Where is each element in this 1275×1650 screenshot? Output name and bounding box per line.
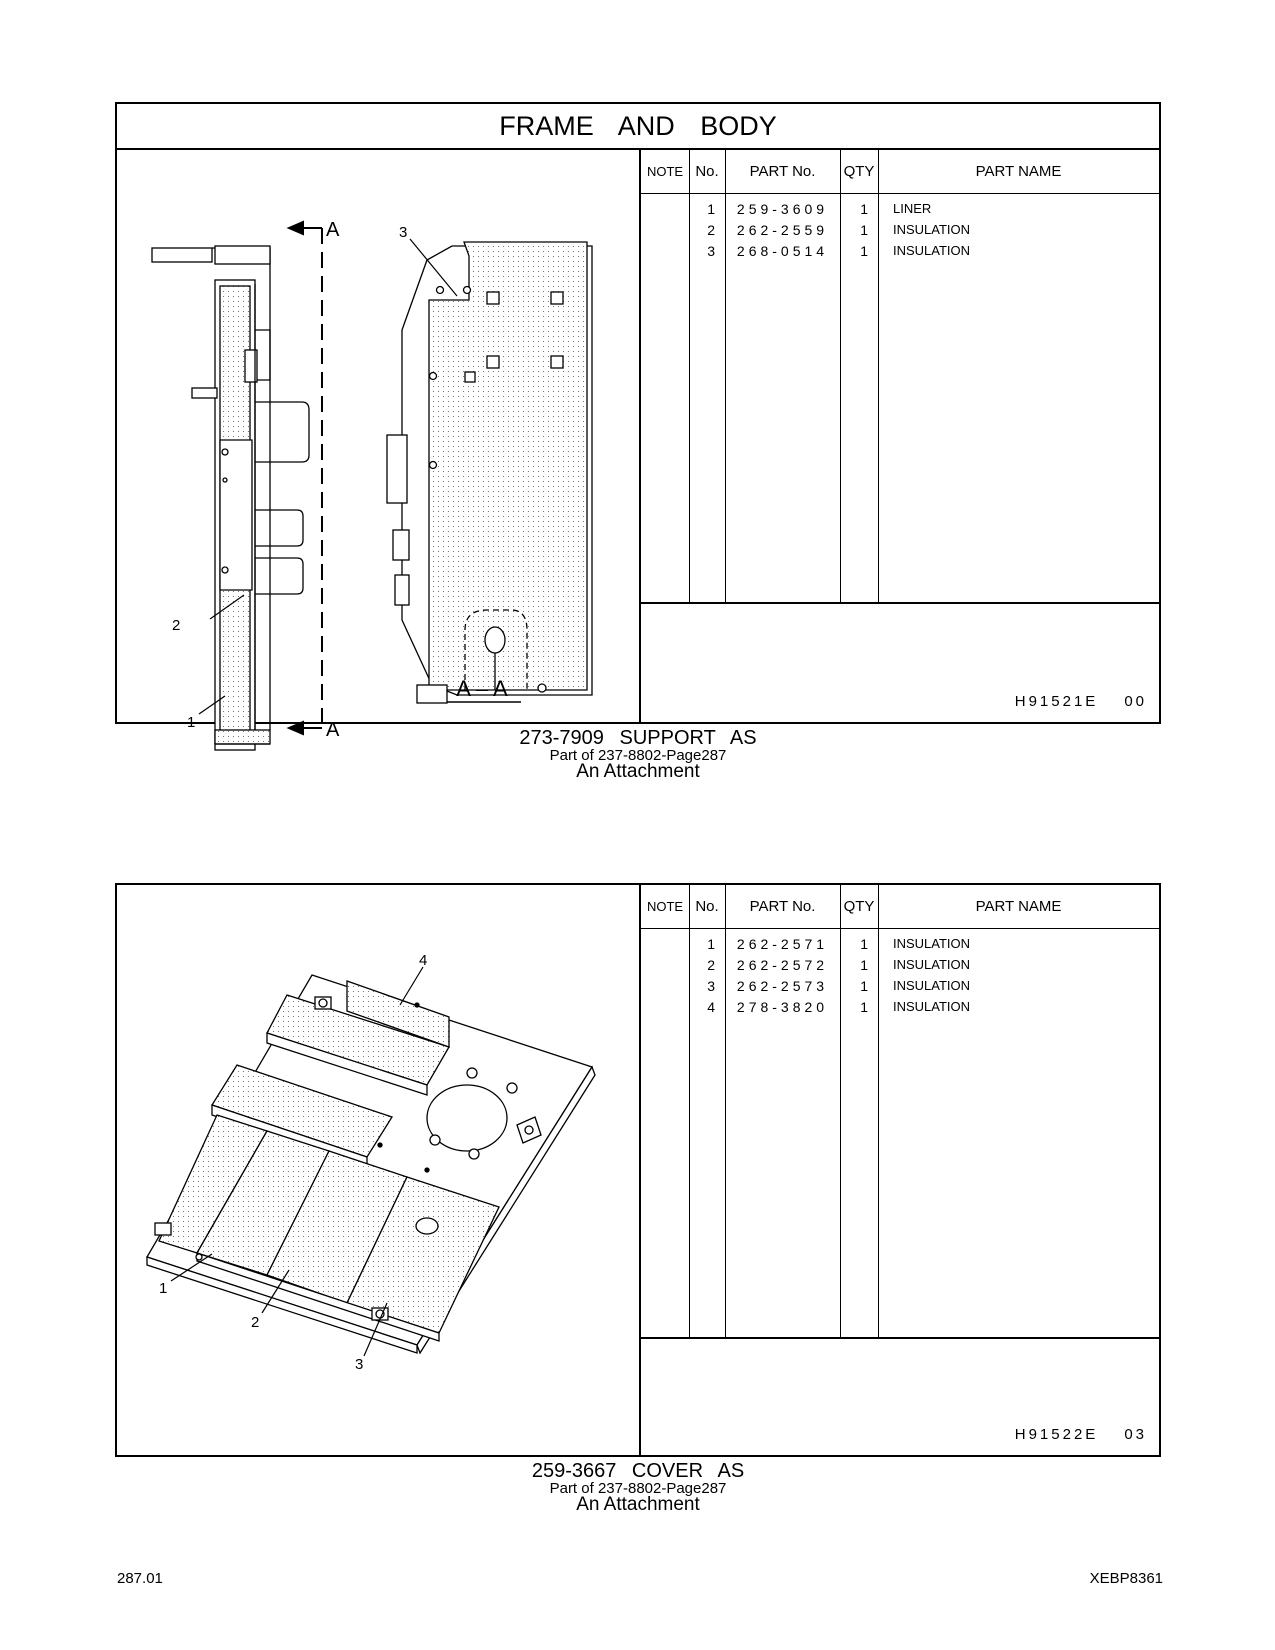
caption-title: 273-7909 SUPPORT AS	[519, 727, 757, 749]
part-name: INSULATION	[893, 978, 971, 993]
parts-table	[641, 150, 1159, 602]
column-header-no: No.	[695, 898, 719, 915]
part-number: 278-3820	[736, 999, 829, 1015]
support-drawing	[117, 150, 639, 741]
column-header-part-name: PART NAME	[975, 898, 1062, 915]
cover-plate	[147, 975, 595, 1353]
callout-3: 3	[355, 1356, 364, 1373]
caption-attachment: An Attachment	[576, 1494, 700, 1515]
parts-panel-cover	[115, 883, 1161, 1457]
item-number: 4	[707, 999, 715, 1015]
caption-attachment: An Attachment	[576, 761, 700, 782]
part-number: 268-0514	[736, 243, 829, 259]
callout-1: 1	[187, 714, 196, 731]
caption-title: 259-3667 COVER AS	[531, 1460, 745, 1482]
quantity: 1	[860, 243, 868, 259]
drawing-code-area	[641, 602, 1159, 604]
table-row	[641, 243, 1159, 264]
callout-3: 3	[399, 224, 408, 241]
quantity: 1	[860, 999, 868, 1015]
parts-list-cover	[639, 885, 1159, 1455]
drawing-number: H91521E	[1014, 693, 1099, 710]
item-number: 2	[707, 957, 715, 973]
parts-list-support	[639, 150, 1159, 722]
drawing-code	[1015, 1426, 1147, 1443]
caption-part-of: Part of 237-8802-Page287	[549, 747, 727, 764]
part-number: 262-2573	[736, 978, 829, 994]
section-marker-bottom: A	[326, 719, 340, 741]
header-divider	[641, 193, 1159, 194]
callout-1: 1	[159, 1280, 168, 1297]
quantity: 1	[860, 978, 868, 994]
column-header-note: NOTE	[646, 899, 684, 914]
column-header-no: No.	[695, 163, 719, 180]
part-number: 262-2559	[736, 222, 829, 238]
part-name: INSULATION	[893, 936, 971, 951]
part-name: INSULATION	[893, 243, 971, 258]
table-row	[641, 936, 1159, 957]
drawing-code-area	[641, 1337, 1159, 1339]
table-row	[641, 957, 1159, 978]
part-name: INSULATION	[893, 222, 971, 237]
part-number: 259-3609	[736, 201, 829, 217]
caption-part-of: Part of 237-8802-Page287	[549, 1480, 727, 1497]
item-number: 3	[707, 978, 715, 994]
header-divider	[641, 928, 1159, 929]
section-title: FRAME AND BODY	[117, 104, 1159, 150]
parts-table	[641, 885, 1159, 1337]
drawing-revision: 00	[1124, 693, 1147, 710]
table-row	[641, 222, 1159, 243]
cover-drawing	[117, 885, 639, 1455]
cover-assembly-illustration	[117, 885, 639, 1455]
table-row	[641, 999, 1159, 1020]
item-number: 2	[707, 222, 715, 238]
column-header-part-no: PART No.	[749, 163, 816, 180]
drawing-code	[1015, 693, 1147, 710]
item-number: 1	[707, 201, 715, 217]
support-assembly-illustration	[117, 150, 639, 741]
caption-support	[115, 728, 1161, 781]
table-row	[641, 978, 1159, 999]
part-name: INSULATION	[893, 999, 971, 1014]
callout-2: 2	[172, 617, 181, 634]
callout-4: 4	[419, 952, 428, 969]
quantity: 1	[860, 957, 868, 973]
caption-cover	[115, 1461, 1161, 1514]
quantity: 1	[860, 222, 868, 238]
column-header-note: NOTE	[646, 164, 684, 179]
drawing-revision: 03	[1124, 1426, 1147, 1443]
part-name: INSULATION	[893, 957, 971, 972]
section-view	[387, 242, 592, 703]
item-number: 3	[707, 243, 715, 259]
section-line	[289, 222, 322, 734]
section-marker-top: A	[326, 219, 340, 241]
part-number: 262-2571	[736, 936, 829, 952]
column-header-part-no: PART No.	[749, 898, 816, 915]
item-number: 1	[707, 936, 715, 952]
section-view-label: A – A	[456, 676, 508, 701]
document-id: XEBP8361	[1089, 1570, 1163, 1587]
quantity: 1	[860, 936, 868, 952]
quantity: 1	[860, 201, 868, 217]
callout-2: 2	[251, 1314, 260, 1331]
page-number: 287.01	[117, 1570, 163, 1587]
drawing-number: H91522E	[1014, 1426, 1099, 1443]
part-name: LINER	[893, 201, 932, 216]
column-header-qty: QTY	[843, 163, 875, 180]
column-header-qty: QTY	[843, 898, 875, 915]
part-number: 262-2572	[736, 957, 829, 973]
table-row	[641, 201, 1159, 222]
column-header-part-name: PART NAME	[975, 163, 1062, 180]
side-view	[152, 246, 309, 750]
